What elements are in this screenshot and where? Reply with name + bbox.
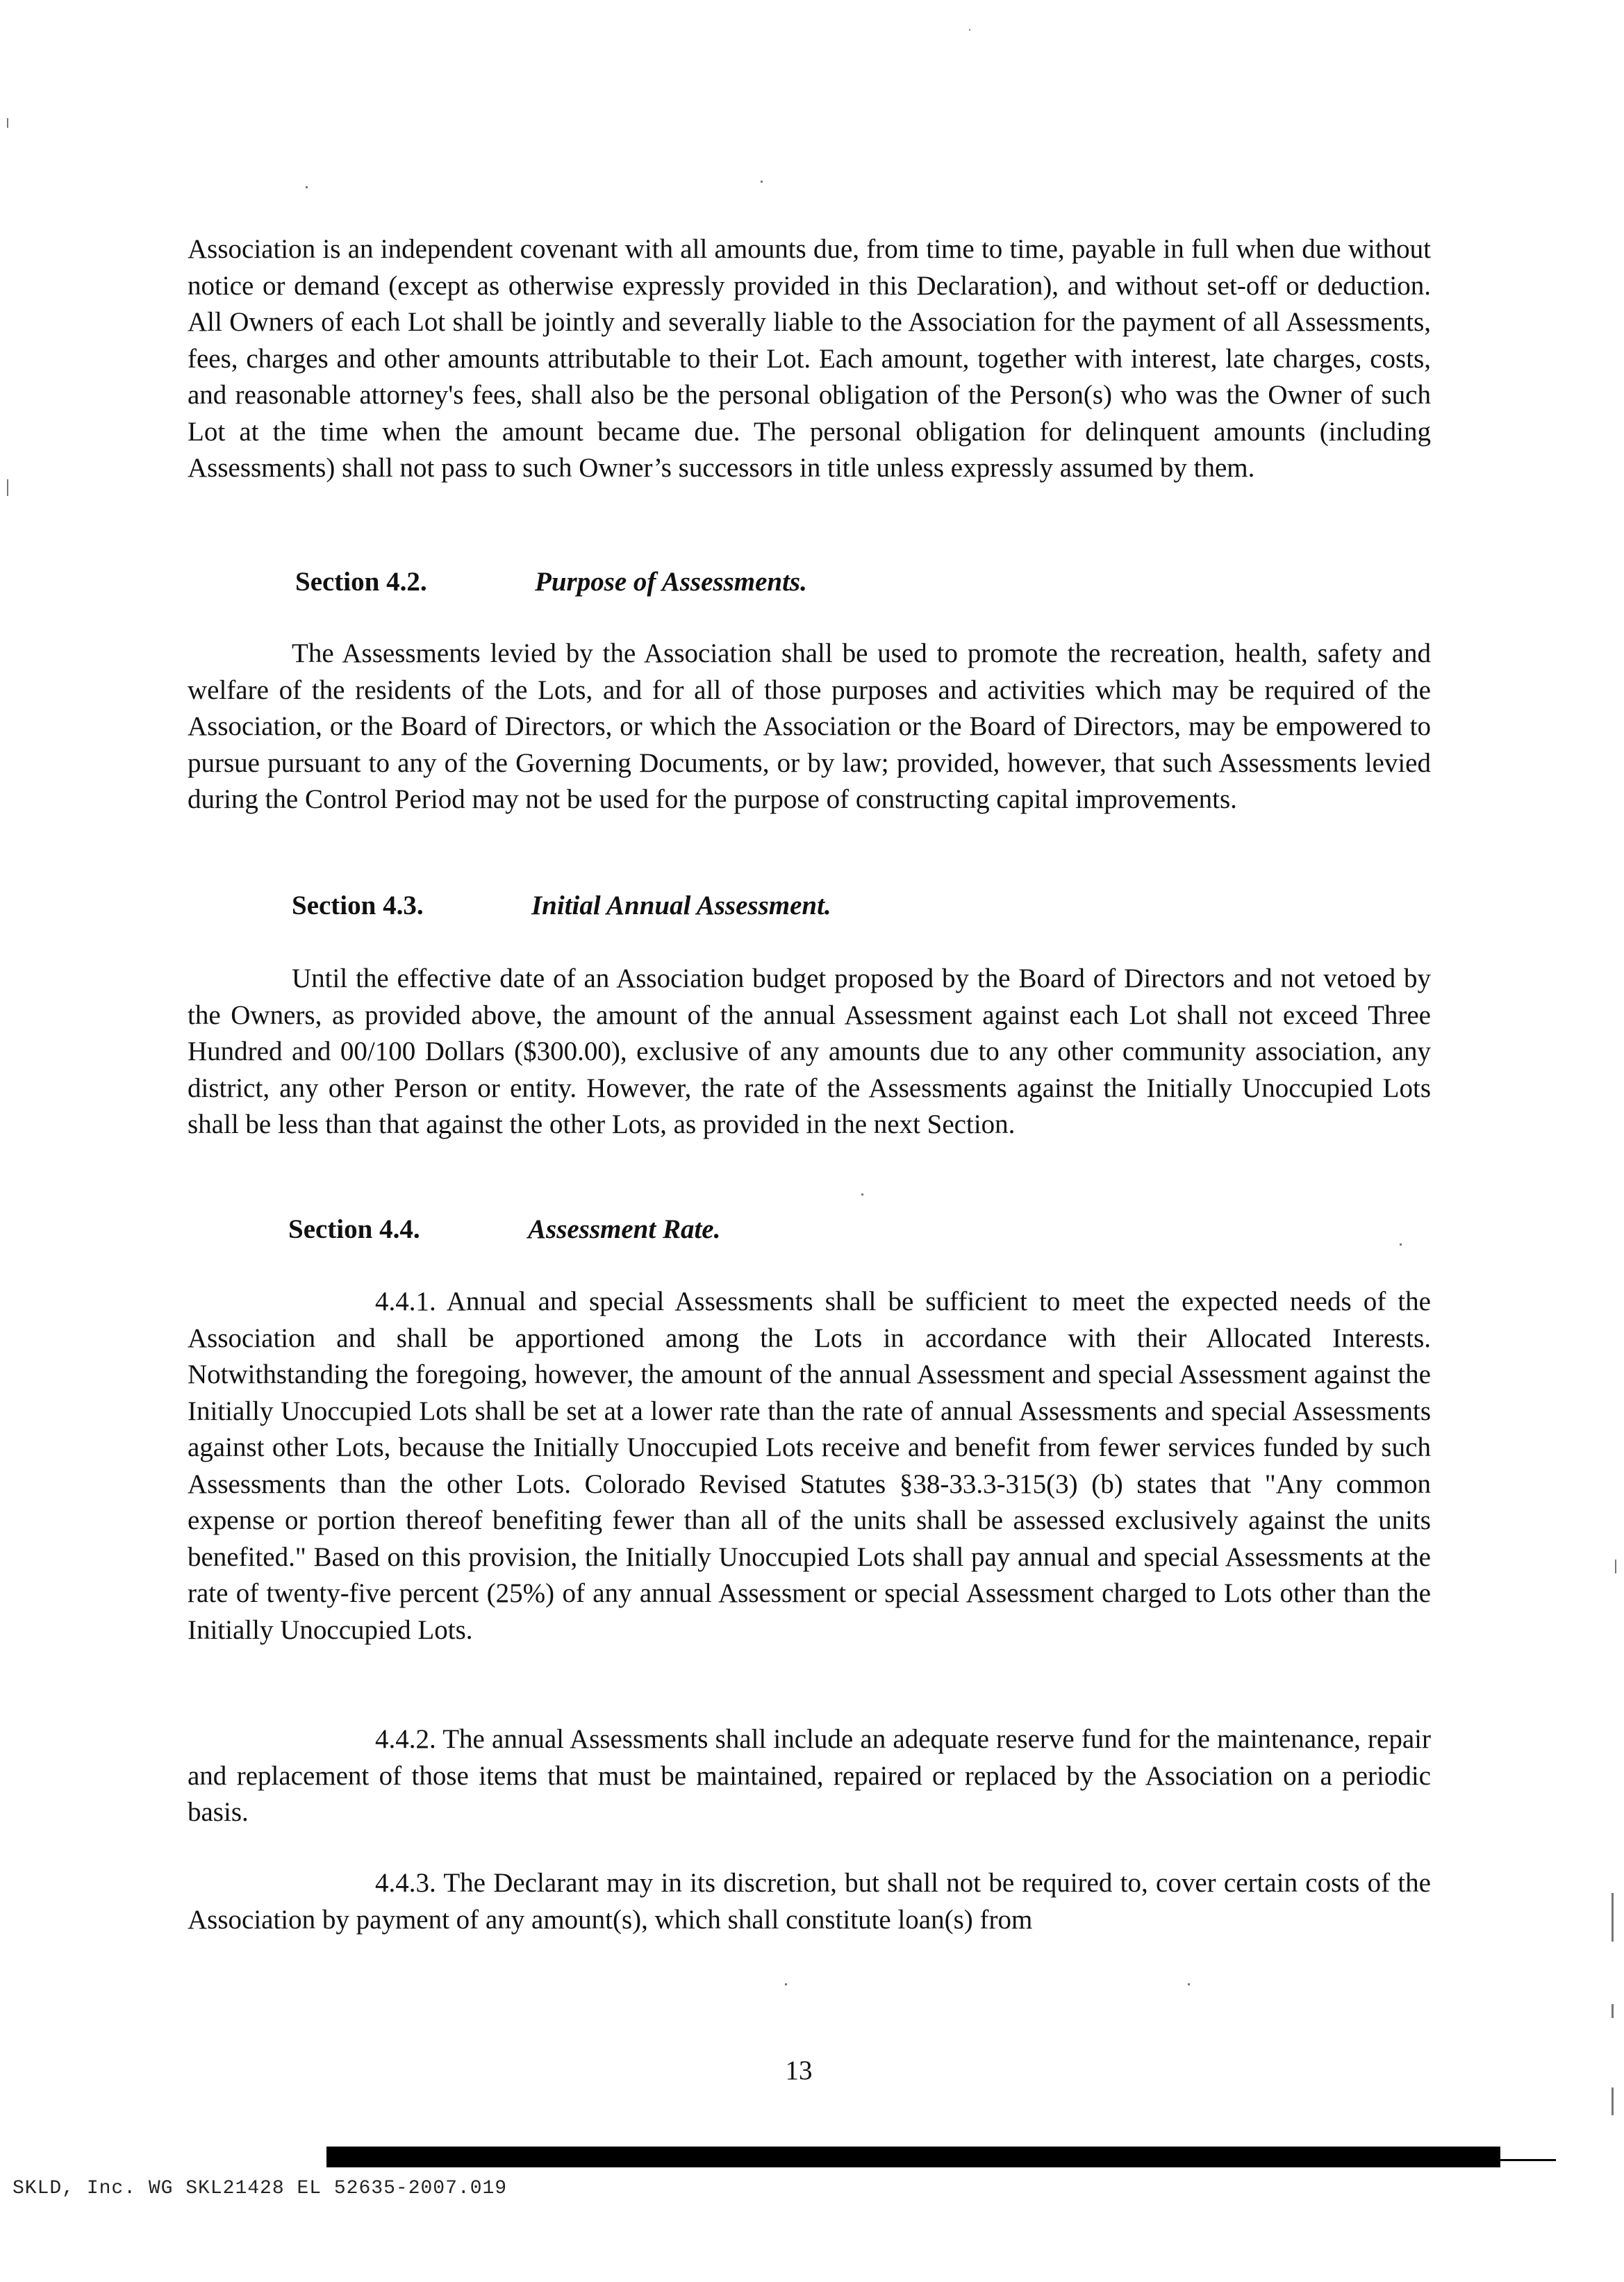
footer-reference: SKLD, Inc. WG SKL21428 EL 52635-2007.019 <box>13 2178 508 2199</box>
scan-speck <box>1400 1243 1402 1246</box>
section-title: Initial Annual Assessment. <box>531 891 831 920</box>
section-title: Purpose of Assessments. <box>535 567 807 597</box>
scan-edge-mark <box>1611 2087 1614 2115</box>
section-number: Section 4.4. <box>288 1214 420 1244</box>
scan-speck <box>761 181 763 183</box>
paragraph-4-4-3: 4.4.3. The Declarant may in its discretion, but shall not be required to, cover certain costs of the Association by payment of any amount(s), which shall constitute loan(s) from <box>188 1868 1431 1935</box>
paragraph-covenant: Association is an independent covenant with all amounts due, from time to time, payable in full when due without notice or demand (except as otherwise expressly provided in this Declaration), and without set-off or deduction. All Owners of each Lot shall be jointly and severally liable to the Association for the payment of all Assessments, fees, charges and other amounts attributable to their Lot. Each amount, together with interest, late charges, costs, and reasonable attorney's fees, shall also be the personal obligation of the Person(s) who was the Owner of such Lot at the time when the amount became due. The personal obligation for delinquent amounts (including Assessments) shall not pass to such Owner’s successors in title unless expressly assumed by them. <box>188 234 1431 483</box>
scan-speck <box>861 1193 863 1196</box>
scan-speck <box>785 1983 787 1985</box>
scan-speck <box>1188 1983 1190 1985</box>
scan-edge-mark <box>1615 1560 1616 1573</box>
page-number: 13 <box>785 2056 813 2085</box>
footer-bar <box>326 2147 1500 2167</box>
scan-edge-mark <box>7 479 8 496</box>
paragraph-purpose: The Assessments levied by the Association shall be used to promote the recreation, health, safety and welfare of the residents of the Lots, and for all of those purposes and activities which may be required of the Association, or the Board of Directors, or which the Association or the Board of Directors, may be empowered to pursue pursuant to any of the Governing Documents, or by law; provided, however, that such Assessments levied during the Control Period may not be used for the purpose of constructing capital improvements. <box>188 638 1431 814</box>
scan-edge-mark <box>1611 2004 1614 2018</box>
paragraph-4-4-1: 4.4.1. Annual and special Assessments shall be sufficient to meet the expected needs of the Association and shall be apportioned among the Lots in accordance with their Allocated Interests. Notwithstanding the foregoing, however, the amount of the annual Assessment and special Assessment against the Initially Unoccupied Lots shall be set at a lower rate than the rate of annual Assessments and special Assessments against other Lots, because the Initially Unoccupied Lots receive and benefit from fewer services funded by such Assessments than the other Lots. Colorado Revised Statutes §38-33.3-315(3) (b) states that "Any common expense or portion thereof benefiting fewer than all of the units shall be assessed exclusively against the units benefited." Based on this provision, the Initially Unoccupied Lots shall pay annual and special Assessments at the rate of twenty-five percent (25%) of any annual Assessment or special Assessment charged to Lots other than the Initially Unoccupied Lots. <box>188 1287 1431 1645</box>
scan-speck <box>969 29 970 31</box>
scan-edge-mark <box>1611 1893 1614 1942</box>
paragraph-4-4-2: 4.4.2. The annual Assessments shall include an adequate reserve fund for the maintenance, repair and replacement of those items that must be maintained, repaired or replaced by the Association on a periodic basis. <box>188 1724 1431 1827</box>
section-number: Section 4.3. <box>292 891 424 920</box>
section-title: Assessment Rate. <box>528 1214 721 1244</box>
scan-edge-mark <box>7 118 8 128</box>
paragraph-initial-assessment: Until the effective date of an Association budget proposed by the Board of Directors and not vetoed by the Owners, as provided above, the amount of the annual Assessment against each Lot shall not exceed Three Hundred and 00/100 Dollars ($300.00), exclusive of any amounts due to any other community association, any district, any other Person or entity. However, the rate of the Assessments against the Initially Unoccupied Lots shall be less than that against the other Lots, as provided in the next Section. <box>188 964 1431 1139</box>
scan-speck <box>306 186 308 188</box>
section-number: Section 4.2. <box>295 567 427 597</box>
footer-rule <box>1500 2159 1556 2161</box>
